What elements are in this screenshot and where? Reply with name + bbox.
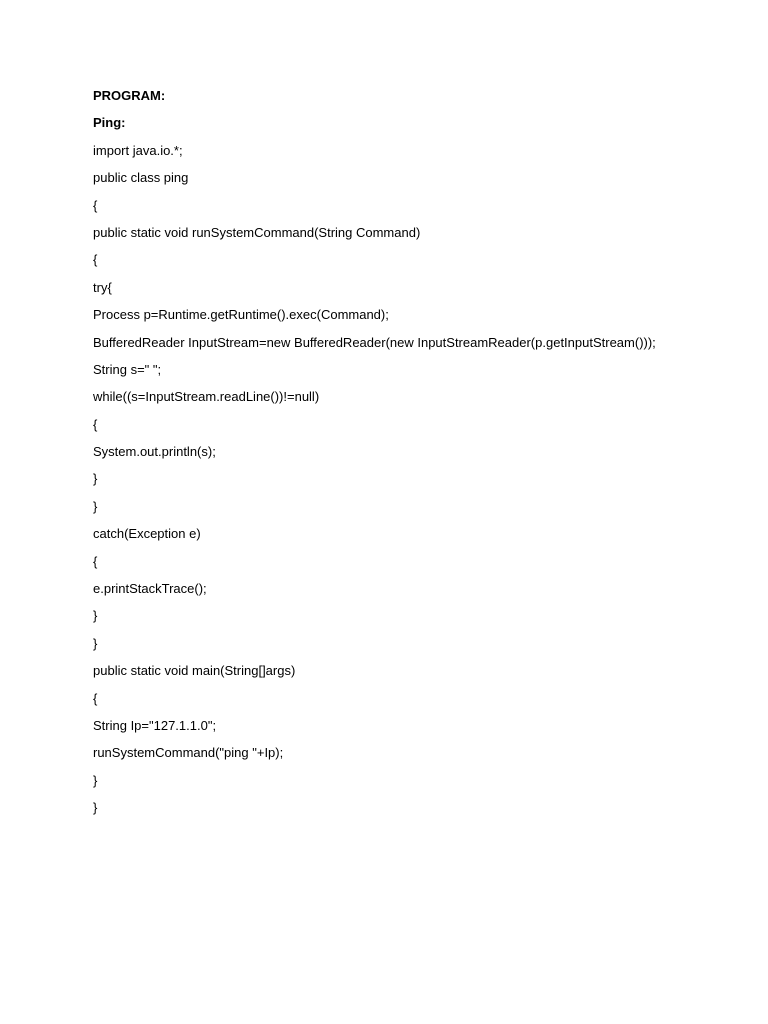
code-line: System.out.println(s); (93, 444, 216, 460)
code-line: { (93, 553, 98, 569)
code-line: catch(Exception e) (93, 526, 201, 542)
ping-subheading: Ping: (93, 115, 126, 131)
code-line: runSystemCommand("ping "+Ip); (93, 745, 284, 761)
code-line: try{ (93, 279, 112, 295)
code-line: { (93, 690, 98, 706)
code-line: String Ip="127.1.1.0"; (93, 717, 217, 733)
code-line: public static void main(String[]args) (93, 663, 296, 679)
code-line: } (93, 498, 98, 514)
code-line: BufferedReader InputStream=new BufferedReader(new InputStreamReader(p.getInputStream())); (93, 334, 656, 350)
code-listing (93, 141, 733, 826)
code-line: import java.io.*; (93, 142, 183, 158)
code-line: { (93, 416, 98, 432)
document-body (93, 86, 733, 826)
code-line: { (93, 197, 98, 213)
code-line: } (93, 800, 98, 816)
code-line: } (93, 635, 98, 651)
code-line: { (93, 252, 98, 268)
code-line: } (93, 471, 98, 487)
code-line: public class ping (93, 170, 189, 186)
code-line: Process p=Runtime.getRuntime().exec(Command); (93, 307, 389, 323)
code-line: public static void runSystemCommand(String Command) (93, 224, 421, 240)
code-line: } (93, 608, 98, 624)
code-line: String s=" "; (93, 361, 162, 377)
code-line: e.printStackTrace(); (93, 581, 207, 597)
code-line: } (93, 772, 98, 788)
program-heading: PROGRAM: (93, 88, 166, 103)
code-line: while((s=InputStream.readLine())!=null) (93, 389, 320, 405)
